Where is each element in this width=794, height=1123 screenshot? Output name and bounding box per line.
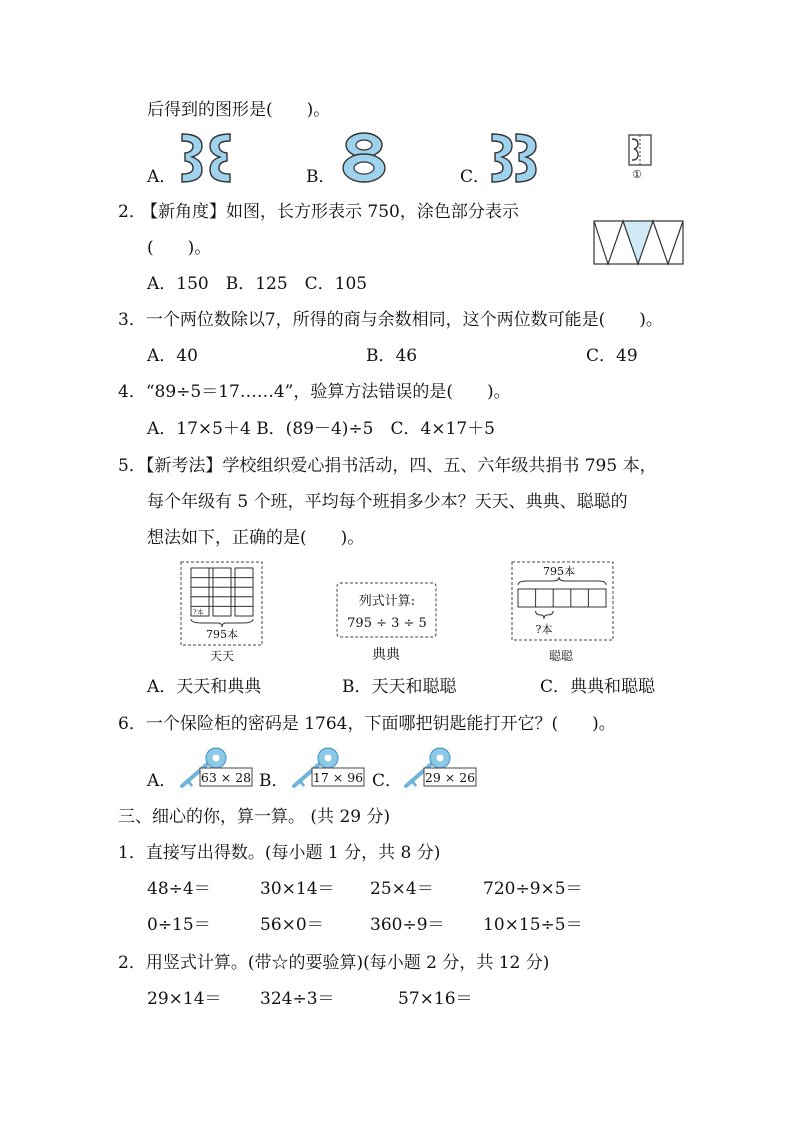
q1-option-a-figure — [176, 130, 236, 184]
q6-option-b-label: B． — [259, 771, 289, 791]
q5-line-3: 想法如下，正确的是( )。 — [147, 528, 365, 548]
q5-congcong-total: 795本 — [543, 565, 575, 578]
vertical-calc-item: 324÷3＝ — [260, 989, 335, 1009]
q5-option-a: A．天天和典典 — [147, 677, 262, 697]
q5-line-1: 5．【新考法】学校组织爱心捐书活动，四、五、六年级共捐书 795 本， — [118, 456, 657, 476]
q6-option-a-label: A． — [147, 771, 177, 791]
q5-congcong-diagram — [511, 561, 615, 643]
q4-options: A．17×5＋4 B．(89－4)÷5 C．4×17＋5 — [147, 419, 495, 439]
q6-key-b-label: 17 × 96 — [312, 770, 364, 785]
q2-rectangle-figure — [593, 219, 685, 267]
q5-option-b: B．天天和聪聪 — [342, 677, 457, 697]
q5-tiantian-total: 795本 — [206, 628, 238, 641]
q5-diandian-expression: 795 ÷ 3 ÷ 5 — [347, 616, 427, 631]
q5-congcong-question: ?本 — [535, 623, 553, 636]
calc-item: 25×4＝ — [370, 879, 434, 899]
q6-key-a-icon — [178, 746, 256, 790]
q2-shaded-triangle — [623, 221, 653, 264]
vertical-calc-item: 57×16＝ — [398, 989, 473, 1009]
q5-tiantian-caption: 天天 — [210, 649, 235, 663]
calc-item: 360÷9＝ — [370, 915, 445, 935]
question-continuation: 后得到的图形是( )。 — [147, 100, 331, 120]
calc-item: 0÷15＝ — [147, 915, 211, 935]
q2-options: A．150 B．125 C．105 — [147, 274, 368, 294]
q5-diandian-caption: 典典 — [372, 647, 400, 663]
q3-option-a: A．40 — [147, 346, 198, 366]
q6-option-c-label: C． — [372, 771, 403, 791]
q5-diandian-diagram — [336, 582, 438, 640]
calc-item: 10×15÷5＝ — [483, 915, 583, 935]
section-3-title: 三、细心的你，算一算。 (共 29 分) — [118, 807, 391, 827]
q5-option-c: C．典典和聪聪 — [540, 677, 656, 697]
q5-line-2: 每个年级有 5 个班，平均每个班捐多少本？天天、典典、聪聪的 — [147, 492, 628, 512]
calc-item: 30×14＝ — [260, 879, 335, 899]
q5-congcong-caption: 聪聪 — [549, 649, 574, 663]
calc-item: 48÷4＝ — [147, 879, 211, 899]
q4-text: 4．“89÷5＝17……4”，验算方法错误的是( )。 — [118, 382, 511, 402]
q6-key-c-icon — [402, 746, 480, 790]
part-1-title: 1．直接写出得数。(每小题 1 分，共 8 分) — [118, 843, 441, 863]
q5-diandian-title: 列式计算: — [358, 594, 416, 609]
vertical-calc-item: 29×14＝ — [147, 989, 222, 1009]
q1-option-b-figure — [336, 130, 392, 184]
q5-tiantian-cell-label: ?本 — [193, 608, 204, 617]
q2-paren: ( )。 — [147, 238, 212, 258]
q1-folded-paper-figure — [626, 132, 656, 168]
q1-option-a-label: A． — [147, 167, 177, 187]
q3-text: 3．一个两位数除以7，所得的商与余数相同，这个两位数可能是( )。 — [118, 310, 663, 330]
part-2-title: 2．用竖式计算。(带☆的要验算)(每小题 2 分，共 12 分) — [118, 953, 550, 973]
q6-key-c-label: 29 × 26 — [424, 770, 476, 785]
q3-option-b: B．46 — [366, 346, 418, 366]
q5-tiantian-diagram — [180, 561, 264, 647]
q6-text: 6．一个保险柜的密码是 1764，下面哪把钥匙能打开它？( )。 — [118, 714, 616, 734]
q1-option-c-label: C． — [460, 167, 491, 187]
q1-option-c-figure — [488, 130, 544, 184]
calc-item: 56×0＝ — [260, 915, 324, 935]
q2-number: 2． — [118, 202, 146, 222]
q3-option-c: C．49 — [586, 346, 638, 366]
calc-item: 720÷9×5＝ — [483, 879, 583, 899]
q6-key-a-label: 63 × 28 — [200, 770, 252, 785]
q6-key-b-icon — [290, 746, 368, 790]
q2-text: 【新角度】如图，长方形表示 750，涂色部分表示 — [141, 202, 519, 222]
q1-figure-number: ① — [632, 168, 642, 181]
q1-option-b-label: B． — [306, 167, 336, 187]
